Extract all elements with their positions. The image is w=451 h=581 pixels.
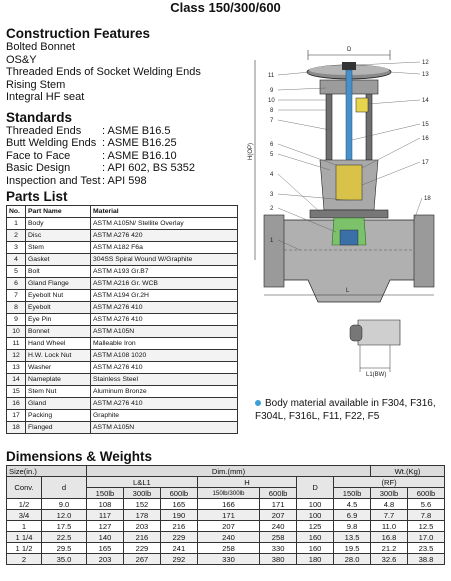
part-name: Stem Nut — [26, 386, 91, 398]
dim-D: 100 — [297, 510, 334, 521]
part-no: 17 — [7, 410, 26, 422]
dim-l1-label: L1(BW) — [366, 372, 387, 378]
part-material: ASTM A105N/ Stellite Overlay — [91, 218, 238, 230]
part-no: 2 — [7, 230, 26, 242]
part-name: Eye Pin — [26, 314, 91, 326]
callout-18: 18 — [424, 196, 431, 202]
wt-300: 11.0 — [371, 521, 408, 532]
parts-row — [7, 422, 238, 434]
wt-300: 16.8 — [371, 532, 408, 543]
size-conv: 3/4 — [7, 510, 42, 521]
dim-h-label: H(OP) — [248, 143, 254, 160]
dimensions-row — [7, 532, 445, 543]
h-600-header: 600lb — [260, 488, 297, 499]
part-material: Stainless Steel — [91, 374, 238, 386]
standard-row: Threaded Ends : ASME B16.5 — [6, 125, 171, 137]
ll1-600: 241 — [160, 543, 197, 554]
conv-header: Conv. — [7, 477, 42, 499]
standard-row: Inspection and Test : API 598 — [6, 174, 147, 187]
wt-600: 23.5 — [407, 543, 444, 554]
parts-row — [7, 410, 238, 422]
construction-heading: Construction Features — [6, 26, 151, 41]
part-material: Malleable Iron — [91, 338, 238, 350]
part-name: Stem — [26, 242, 91, 254]
standards-heading: Standards — [6, 110, 73, 125]
callout-11: 11 — [268, 73, 275, 79]
h-600: 380 — [260, 554, 297, 565]
wt-600: 7.8 — [407, 510, 444, 521]
valve-drawing — [250, 40, 450, 385]
part-no: 15 — [7, 386, 26, 398]
part-name: Gland — [26, 398, 91, 410]
part-material: ASTM A216 Gr. WCB — [91, 278, 238, 290]
dimensions-row — [7, 521, 445, 532]
construction-list — [6, 41, 201, 104]
parts-row — [7, 218, 238, 230]
part-material: Aluminum Bronze — [91, 386, 238, 398]
part-no: 4 — [7, 254, 26, 266]
part-material: ASTM A276 410 — [91, 302, 238, 314]
ll1-600: 190 — [160, 510, 197, 521]
wt-150: 28.0 — [334, 554, 371, 565]
part-material: ASTM A108 1020 — [91, 350, 238, 362]
part-name: Gasket — [26, 254, 91, 266]
parts-row — [7, 338, 238, 350]
size-d: 9.0 — [42, 499, 87, 510]
h-header: H — [197, 477, 296, 488]
part-material: ASTM A276 410 — [91, 362, 238, 374]
ll1-300: 216 — [123, 532, 160, 543]
parts-row — [7, 254, 238, 266]
standard-row: Basic Design : API 602, BS 5352 — [6, 162, 195, 175]
part-no: 9 — [7, 314, 26, 326]
part-no: 11 — [7, 338, 26, 350]
size-d: 35.0 — [42, 554, 87, 565]
wt-150: 6.9 — [334, 510, 371, 521]
ll1-150-header: 150lb — [87, 488, 124, 499]
construction-item: Rising Stem — [6, 78, 66, 91]
wt-150-header: 150lb — [334, 488, 371, 499]
ll1-600-header: 600lb — [160, 488, 197, 499]
ll1-600: 229 — [160, 532, 197, 543]
dim-D: 180 — [297, 554, 334, 565]
size-conv: 1/2 — [7, 499, 42, 510]
part-no: 13 — [7, 362, 26, 374]
ll1-300: 229 — [123, 543, 160, 554]
part-no: 12 — [7, 350, 26, 362]
size-conv: 2 — [7, 554, 42, 565]
callout-12: 12 — [422, 60, 429, 66]
bullet-icon — [255, 400, 261, 406]
parts-row — [7, 230, 238, 242]
h-150-300: 207 — [197, 521, 259, 532]
part-material: ASTM A276 410 — [91, 398, 238, 410]
ll1-150: 117 — [87, 510, 124, 521]
parts-row — [7, 386, 238, 398]
dim-d-label: D — [347, 47, 352, 53]
wt-600: 38.8 — [407, 554, 444, 565]
part-name: Bonnet — [26, 326, 91, 338]
part-name: Flanged — [26, 422, 91, 434]
wt-600: 17.0 — [407, 532, 444, 543]
part-material: ASTM A105N — [91, 422, 238, 434]
ll1-300: 178 — [123, 510, 160, 521]
part-name: Washer — [26, 362, 91, 374]
part-name: Body — [26, 218, 91, 230]
ll1-600: 165 — [160, 499, 197, 510]
size-d: 17.5 — [42, 521, 87, 532]
parts-row — [7, 290, 238, 302]
dimensions-row — [7, 510, 445, 521]
wt-600: 5.6 — [407, 499, 444, 510]
size-conv: 1 — [7, 521, 42, 532]
part-no: 5 — [7, 266, 26, 278]
part-name: Disc — [26, 230, 91, 242]
part-no: 16 — [7, 398, 26, 410]
part-material: ASTM A193 Gr.B7 — [91, 266, 238, 278]
callout-14: 14 — [422, 98, 429, 104]
dim-D: 160 — [297, 543, 334, 554]
callout-16: 16 — [422, 136, 429, 142]
part-material: ASTM A276 410 — [91, 314, 238, 326]
standard-row: Butt Welding Ends : ASME B16.25 — [6, 137, 177, 150]
h-600: 207 — [260, 510, 297, 521]
h-150-300: 166 — [197, 499, 259, 510]
part-name: Eyebolt Nut — [26, 290, 91, 302]
parts-header-material: Material — [91, 206, 238, 218]
part-name: H.W. Lock Nut — [26, 350, 91, 362]
parts-row — [7, 266, 238, 278]
h-150-300: 171 — [197, 510, 259, 521]
size-d: 12.0 — [42, 510, 87, 521]
nameplate-shape — [356, 98, 368, 112]
ll1-150: 165 — [87, 543, 124, 554]
parts-table — [6, 205, 238, 434]
size-d: 22.5 — [42, 532, 87, 543]
h-600: 240 — [260, 521, 297, 532]
material-note-text: Body material available in F304, F316, F304L, F316L, F11, F22, F5 — [255, 398, 436, 422]
dimensions-row — [7, 554, 445, 565]
wt-600: 12.5 — [407, 521, 444, 532]
wt-150: 9.8 — [334, 521, 371, 532]
wt-300: 4.8 — [371, 499, 408, 510]
callout-15: 15 — [422, 122, 429, 128]
size-conv: 1 1/4 — [7, 532, 42, 543]
part-material: ASTM A194 Gr.2H — [91, 290, 238, 302]
D-header: D — [297, 477, 334, 499]
ll1-600: 216 — [160, 521, 197, 532]
callout-6: 6 — [270, 142, 274, 148]
size-conv: 1 1/2 — [7, 543, 42, 554]
rf-header: (RF) — [334, 477, 445, 488]
parts-row — [7, 374, 238, 386]
dimensions-row — [7, 543, 445, 554]
callout-10: 10 — [268, 98, 275, 104]
parts-row — [7, 362, 238, 374]
part-no: 7 — [7, 290, 26, 302]
wt-600-header: 600lb — [407, 488, 444, 499]
callout-17: 17 — [422, 160, 429, 166]
h-150-300: 330 — [197, 554, 259, 565]
ll1-150: 140 — [87, 532, 124, 543]
parts-row — [7, 242, 238, 254]
wt-150: 19.5 — [334, 543, 371, 554]
wt-300: 7.7 — [371, 510, 408, 521]
ll1-300: 152 — [123, 499, 160, 510]
callout-2: 2 — [270, 206, 274, 212]
callout-9: 9 — [270, 88, 274, 94]
parts-header-no: No. — [7, 206, 26, 218]
callout-8: 8 — [270, 108, 274, 114]
parts-row — [7, 302, 238, 314]
ll1-600: 292 — [160, 554, 197, 565]
wt-300-header: 300lb — [371, 488, 408, 499]
d-header: d — [42, 477, 87, 499]
size-d: 29.5 — [42, 543, 87, 554]
ll1-300: 203 — [123, 521, 160, 532]
ll1-header: L&L1 — [87, 477, 198, 488]
h-150-300: 258 — [197, 543, 259, 554]
construction-item: OS&Y — [6, 53, 37, 66]
callout-13: 13 — [422, 72, 429, 78]
h-600: 258 — [260, 532, 297, 543]
part-name: Nameplate — [26, 374, 91, 386]
bw-end-shape — [358, 320, 400, 345]
h-150-300-header: 150lb/300lb — [197, 488, 259, 499]
part-material: Graphite — [91, 410, 238, 422]
dim-header: Dim.(mm) — [87, 466, 371, 477]
part-no: 10 — [7, 326, 26, 338]
part-no: 8 — [7, 302, 26, 314]
wt-300: 32.6 — [371, 554, 408, 565]
dim-l-label: L — [346, 288, 350, 294]
lock-nut-shape — [342, 62, 356, 70]
parts-row — [7, 314, 238, 326]
parts-row — [7, 350, 238, 362]
dimensions-row — [7, 499, 445, 510]
part-name: Packing — [26, 410, 91, 422]
part-name: Bolt — [26, 266, 91, 278]
part-material: 304SS Spiral Wound W/Graphite — [91, 254, 238, 266]
part-no: 1 — [7, 218, 26, 230]
part-no: 18 — [7, 422, 26, 434]
parts-row — [7, 398, 238, 410]
wt-150: 13.5 — [334, 532, 371, 543]
page-title: Class 150/300/600 — [170, 0, 281, 15]
parts-header-name: Part Name — [26, 206, 91, 218]
callout-4: 4 — [270, 172, 274, 178]
callout-1: 1 — [270, 238, 274, 244]
part-name: Gland Flange — [26, 278, 91, 290]
ll1-150: 127 — [87, 521, 124, 532]
standard-row: Face to Face : ASME B16.10 — [6, 149, 177, 162]
callout-7: 7 — [270, 118, 274, 124]
size-header: Size(in.) — [7, 466, 87, 477]
construction-item: Bolted Bonnet — [6, 41, 76, 53]
material-note — [255, 398, 445, 423]
dimensions-heading: Dimensions & Weights — [6, 449, 153, 464]
callout-5: 5 — [270, 152, 274, 158]
part-material: ASTM A182 F6a — [91, 242, 238, 254]
wt-header: Wt.(Kg) — [371, 466, 445, 477]
ll1-300: 267 — [123, 554, 160, 565]
construction-item: Integral HF seat — [6, 91, 85, 103]
parts-row — [7, 278, 238, 290]
h-150-300: 240 — [197, 532, 259, 543]
dim-D: 160 — [297, 532, 334, 543]
dim-D: 100 — [297, 499, 334, 510]
dimensions-table — [6, 465, 445, 565]
standards-list — [6, 125, 195, 187]
ll1-300-header: 300lb — [123, 488, 160, 499]
part-material: ASTM A276 420 — [91, 230, 238, 242]
h-600: 171 — [260, 499, 297, 510]
part-no: 14 — [7, 374, 26, 386]
ll1-150: 203 — [87, 554, 124, 565]
callout-3: 3 — [270, 192, 274, 198]
part-no: 3 — [7, 242, 26, 254]
parts-heading: Parts List — [6, 189, 68, 204]
part-material: ASTM A105N — [91, 326, 238, 338]
construction-item: Threaded Ends of Socket Welding Ends — [6, 66, 201, 78]
ll1-150: 108 — [87, 499, 124, 510]
h-600: 330 — [260, 543, 297, 554]
part-no: 6 — [7, 278, 26, 290]
part-name: Eyebolt — [26, 302, 91, 314]
wt-150: 4.5 — [334, 499, 371, 510]
wt-300: 21.2 — [371, 543, 408, 554]
parts-row — [7, 326, 238, 338]
dim-D: 125 — [297, 521, 334, 532]
part-name: Hand Wheel — [26, 338, 91, 350]
